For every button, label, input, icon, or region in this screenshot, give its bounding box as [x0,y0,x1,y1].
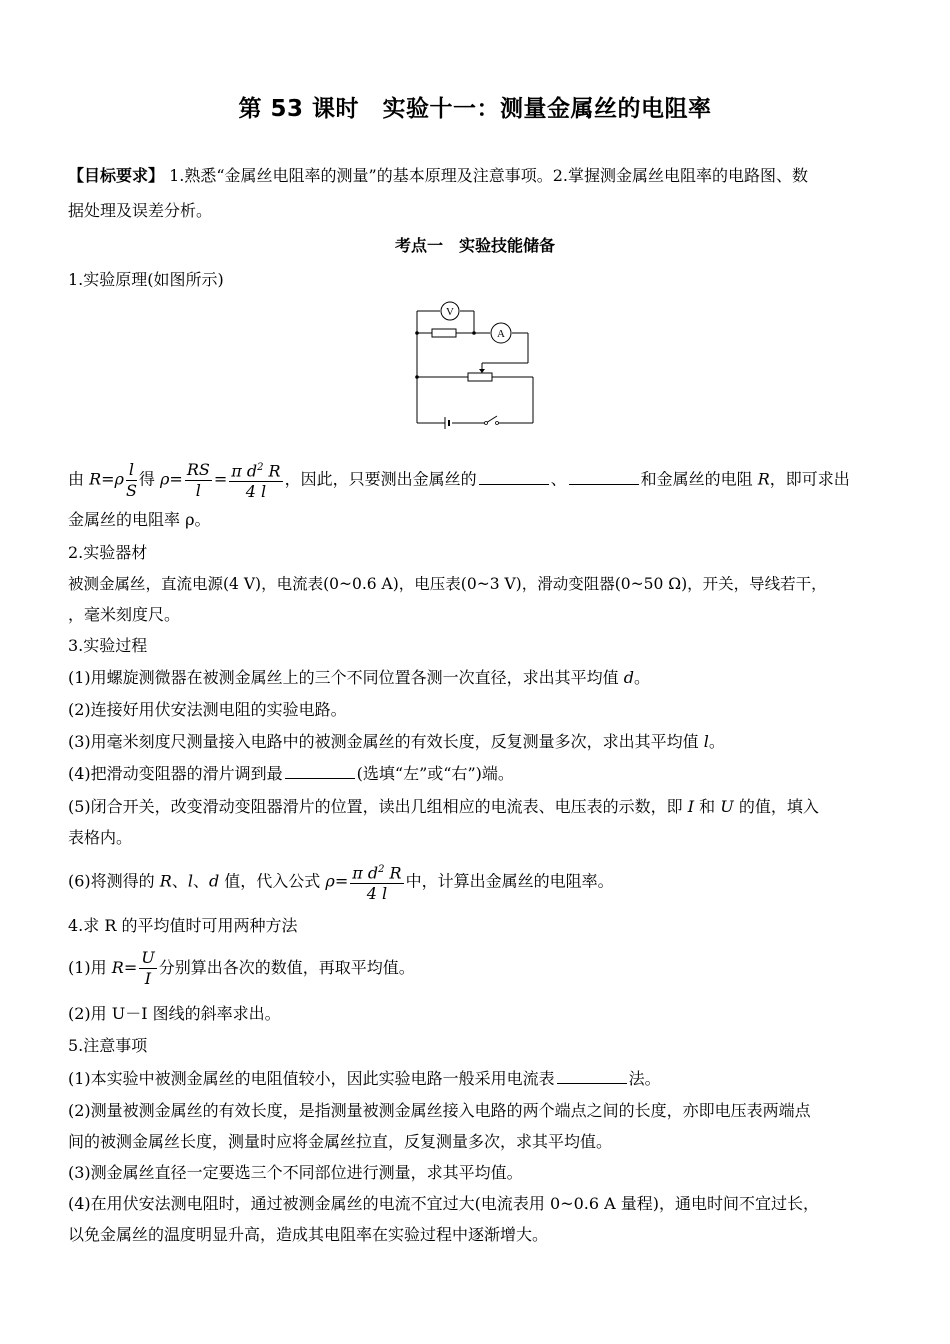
equipment-line-2: ，毫米刻度尺。 [68,605,181,624]
blank-2[interactable] [569,470,639,485]
principle-heading: 1.实验原理(如图所示) [68,270,224,289]
fraction-pi-d2-R-over-4l: $\frac{\pi d^2 R}{4 l}$ [229,458,282,502]
fraction-formula-rho: $\frac{\pi d^2 R}{4 l}$ [350,860,403,904]
switch-icon [486,416,497,423]
blank-3[interactable] [285,764,355,779]
average-method-2: (2)用 U－I 图线的斜率求出。 [68,1004,281,1023]
goal-line-2: 据处理及误差分析。 [68,201,213,220]
fraction-RS-over-l: $\frac{RS}{l}$ [186,459,210,500]
section-heading: 考点一 实验技能储备 [394,236,555,255]
principle-formula-line: 由 R=ρ $\frac{l}{S}$ 得 ρ= $\frac{RS}{l}$ = $\frac{\pi d^2 R}{4 l}$ ，因此，只要测出金属丝的 、 和金属丝的电阻 R，即可求出 [68,459,850,502]
procedure-step-5-cont: 表格内。 [68,828,133,847]
equipment-heading: 2.实验器材 [68,543,148,562]
note-2-line-1: (2)测量被测金属丝的有效长度，是指测量被测金属丝接入电路的两个端点之间的长度，亦即电压表两端点 [68,1101,811,1120]
ammeter-label: A [497,328,505,340]
blank-4[interactable] [557,1069,627,1084]
goal-label: 【目标要求】 [68,166,165,185]
slider-arrow-icon [479,369,485,373]
procedure-step-3: (3)用毫米刻度尺测量接入电路中的被测金属丝的有效长度，反复测量多次，求出其平均值 l。 [68,732,725,751]
fraction-l-over-S: $\frac{l}{S}$ [125,459,137,500]
note-1: (1)本实验中被测金属丝的电阻值较小，因此实验电路一般采用电流表 法。 [68,1069,661,1088]
wire-resistor-icon [432,329,456,337]
goal-line-1 [68,166,888,186]
procedure-step-1: (1)用螺旋测微器在被测金属丝上的三个不同位置各测一次直径，求出其平均值 d。 [68,668,651,687]
circuit-diagram [400,295,550,430]
blank-1[interactable] [479,470,549,485]
procedure-step-2: (2)连接好用伏安法测电阻的实验电路。 [68,700,347,719]
principle-line-2: 金属丝的电阻率 ρ。 [68,510,211,529]
note-4-line-1: (4)在用伏安法测电阻时，通过被测金属丝的电流不宜过大(电流表用 0~0.6 A 量程)，通电时间不宜过长， [68,1194,819,1213]
note-3: (3)测金属丝直径一定要选三个不同部位进行测量，求其平均值。 [68,1163,523,1182]
note-4-line-2: 以免金属丝的温度明显升高，造成其电阻率在实验过程中逐渐增大。 [68,1225,549,1244]
note-2-line-2: 间的被测金属丝长度，测量时应将金属丝拉直，反复测量多次，求其平均值。 [68,1132,613,1151]
rheostat-icon [468,373,492,381]
procedure-heading: 3.实验过程 [68,636,148,655]
fraction-U-over-I: $\frac{U}{I}$ [141,948,155,988]
goal-text-1: 1.熟悉“金属丝电阻率的测量”的基本原理及注意事项。2.掌握测金属丝电阻率的电路图、数 [164,166,808,185]
notes-heading: 5.注意事项 [68,1036,148,1055]
page-title: 第 53 课时 实验十一：测量金属丝的电阻率 [238,96,712,122]
average-method-1: (1)用 R= $\frac{U}{I}$ 分别算出各次的数值，再取平均值。 [68,948,415,988]
average-heading: 4.求 R 的平均值时可用两种方法 [68,916,298,935]
procedure-step-6: (6)将测得的 R、l、d 值，代入公式 ρ= $\frac{\pi d^2 R}{4 l}$ 中，计算出金属丝的电阻率。 [68,860,888,900]
procedure-step-5: (5)闭合开关，改变滑动变阻器滑片的位置，读出几组相应的电流表、电压表的示数，即 I 和 U 的值，填入 [68,797,819,816]
voltmeter-label: V [446,306,454,318]
equipment-line-1: 被测金属丝，直流电源(4 V)，电流表(0~0.6 A)，电压表(0~3 V)，滑动变阻器(0~50 Ω)，开关，导线若干， [68,575,827,593]
procedure-step-4: (4)把滑动变阻器的滑片调到最 (选填“左”或“右”)端。 [68,764,514,783]
